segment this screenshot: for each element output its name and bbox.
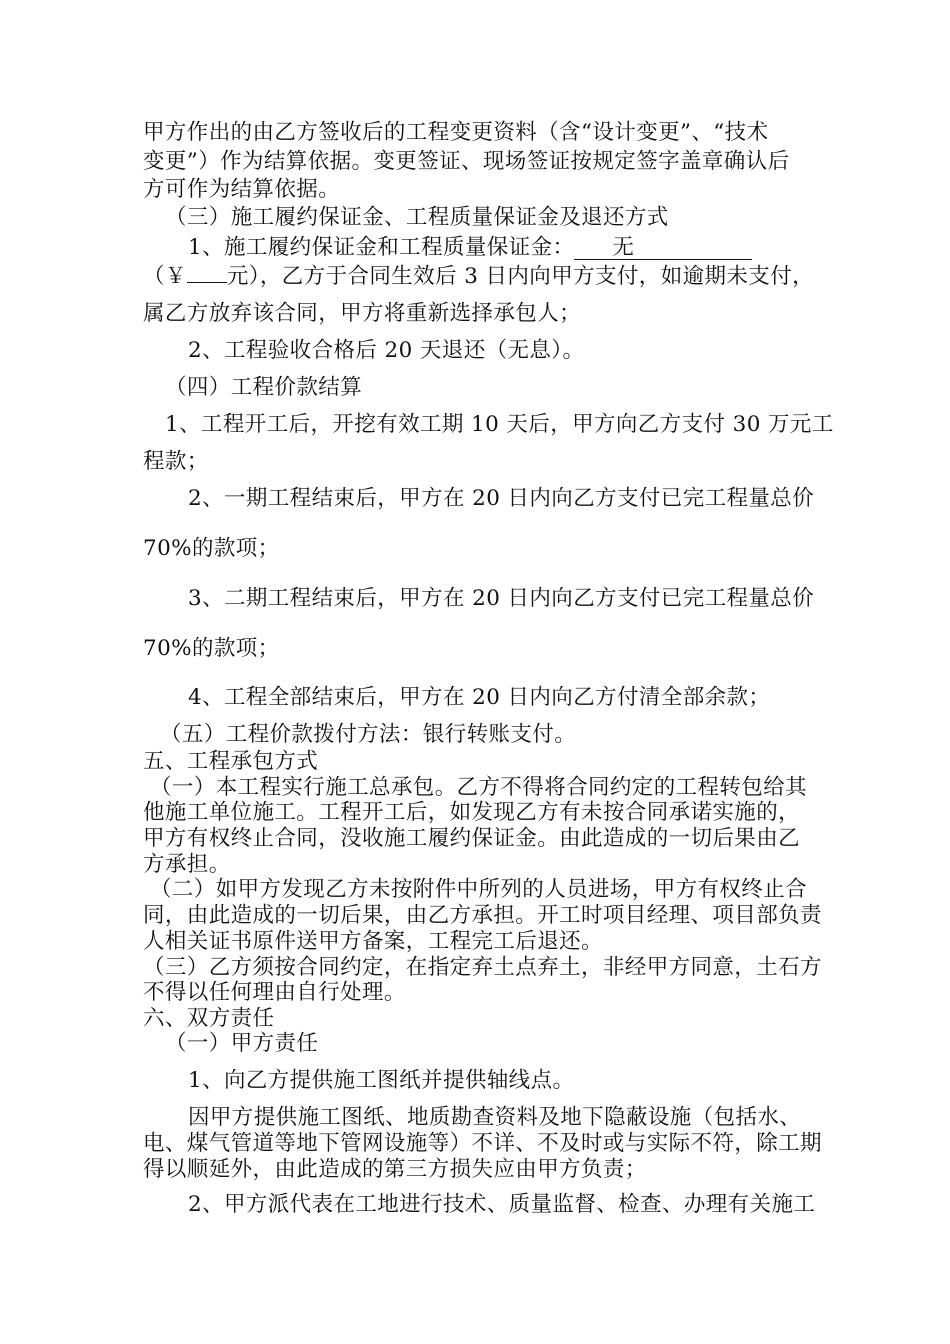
chapter-heading: 六、双方责任 xyxy=(143,1006,275,1031)
amount-blank xyxy=(187,282,227,283)
paragraph-line: 电、煤气管道等地下管网设施等）不详、不及时或与实际不符，除工期 xyxy=(143,1131,822,1156)
currency-suffix: 元），乙方于合同生效后 3 日内向甲方支付，如逾期未支付， xyxy=(226,264,815,289)
paragraph-line: 2、一期工程结束后，甲方在 20 日内向乙方支付已完工程量总价 xyxy=(188,486,815,511)
paragraph-line: 4、工程全部结束后，甲方在 20 日内向乙方付清全部余款； xyxy=(188,685,771,710)
paragraph-line: 人相关证书原件送甲方备案，工程完工后退还。 xyxy=(143,929,603,954)
paragraph-line: 70%的款项； xyxy=(143,636,280,661)
paragraph-line: 程款； xyxy=(143,449,209,474)
currency-prefix: （￥ xyxy=(143,264,187,289)
paragraph-line: 因甲方提供施工图纸、地质勘查资料及地下隐蔽设施（包括水、 xyxy=(188,1105,802,1130)
paragraph-line: 2、工程验收合格后 20 天退还（无息）。 xyxy=(188,338,585,363)
paragraph-line: 方可作为结算依据。 xyxy=(143,177,341,202)
paragraph-line: 变更”）作为结算依据。变更签证、现场签证按规定签字盖章确认后 xyxy=(143,149,790,174)
paragraph-line: 方承担。 xyxy=(143,852,231,877)
paragraph-line: 1、向乙方提供施工图纸并提供轴线点。 xyxy=(188,1068,575,1093)
paragraph-line: 2、甲方派代表在工地进行技术、质量监督、检查、办理有关施工 xyxy=(188,1192,816,1217)
paragraph-line: 1、工程开工后，开挖有效工期 10 天后，甲方向乙方支付 30 万元工 xyxy=(165,412,834,437)
paragraph-line: 甲方作出的由乙方签收后的工程变更资料（含“设计变更”、“技术 xyxy=(143,120,769,145)
paragraph-line xyxy=(188,235,752,261)
paragraph-line: 甲方有权终止合同，没收施工履约保证金。由此造成的一切后果由乙 xyxy=(143,826,801,851)
section-heading: （一）甲方责任 xyxy=(165,1031,319,1056)
paragraph-line: （二）如甲方发现乙方未按附件中所列的人员进场，甲方有权终止合 xyxy=(150,877,808,902)
paragraph-line: （一）本工程实行施工总承包。乙方不得将合同约定的工程转包给其 xyxy=(150,775,808,800)
paragraph-line: 得以顺延外，由此造成的第三方损失应由甲方负责； xyxy=(143,1157,647,1182)
chapter-heading: 五、工程承包方式 xyxy=(143,749,319,774)
paragraph-line: 属乙方放弃该合同，甲方将重新选择承包人； xyxy=(143,301,582,326)
deposit-value-blank: 无 xyxy=(574,237,752,260)
paragraph-line: 同，由此造成的一切后果，由乙方承担。开工时项目经理、项目部负责 xyxy=(143,903,822,928)
paragraph-line: 他施工单位施工。工程开工后，如发现乙方有未按合同承诺实施的， xyxy=(143,800,801,825)
paragraph-line: 3、二期工程结束后，甲方在 20 日内向乙方支付已完工程量总价 xyxy=(188,586,815,611)
section-heading: （四）工程价款结算 xyxy=(165,375,363,400)
paragraph-line: 70%的款项； xyxy=(143,536,280,561)
section-heading: （五）工程价款拨付方法：银行转账支付。 xyxy=(160,722,577,747)
paragraph-line xyxy=(143,264,814,290)
section-heading: （三）施工履约保证金、工程质量保证金及退还方式 xyxy=(165,205,669,230)
paragraph-line: （三）乙方须按合同约定，在指定弃土点弃土，非经甲方同意，土石方 xyxy=(143,955,822,980)
deposit-label: 1、施工履约保证金和工程质量保证金： xyxy=(188,235,575,260)
paragraph-line: 不得以任何理由自行处理。 xyxy=(143,980,406,1005)
